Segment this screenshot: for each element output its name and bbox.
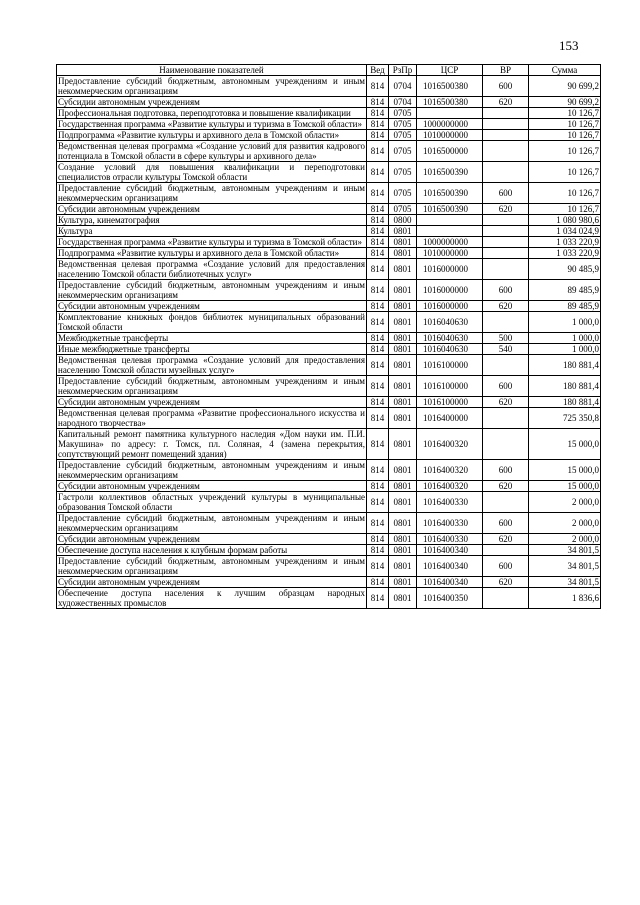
cell-vr (483, 588, 529, 609)
cell-sum: 2 000,0 (529, 513, 601, 534)
cell-csr: 1010000000 (417, 248, 483, 259)
cell-sum: 15 000,0 (529, 460, 601, 481)
cell-vr (483, 355, 529, 376)
cell-vr: 620 (483, 301, 529, 312)
cell-ved: 814 (367, 588, 389, 609)
cell-sum: 1 836,6 (529, 588, 601, 609)
cell-rzpr: 0801 (389, 312, 417, 333)
cell-sum: 1 000,0 (529, 312, 601, 333)
table-row (57, 534, 601, 545)
cell-rzpr: 0705 (389, 204, 417, 215)
cell-rzpr: 0801 (389, 545, 417, 556)
page-number: 153 (559, 38, 579, 53)
cell-sum: 10 126,7 (529, 119, 601, 130)
cell-name: Иные межбюджетные трансферты (57, 344, 367, 355)
cell-sum: 1 033 220,9 (529, 248, 601, 259)
table-row (57, 141, 601, 162)
cell-vr: 600 (483, 280, 529, 301)
cell-rzpr: 0704 (389, 76, 417, 97)
cell-vr: 620 (483, 577, 529, 588)
cell-ved: 814 (367, 76, 389, 97)
cell-name: Гастроли коллективов областных учреждений культуры в муниципальные образования Томской области (58, 492, 365, 512)
table-row (57, 577, 601, 588)
cell-sum: 10 126,7 (529, 130, 601, 141)
cell-csr (417, 215, 483, 226)
cell-rzpr: 0801 (389, 259, 417, 280)
cell-rzpr: 0705 (389, 119, 417, 130)
cell-sum: 15 000,0 (529, 481, 601, 492)
cell-sum: 10 126,7 (529, 183, 601, 204)
cell-ved: 814 (367, 429, 389, 460)
cell-rzpr: 0801 (389, 280, 417, 301)
cell-name: Предоставление субсидий бюджетным, автономным учреждениям и иным некоммерческим организациям (58, 280, 365, 300)
cell-name: Предоставление субсидий бюджетным, автономным учреждениям и иным некоммерческим организациям (58, 183, 365, 203)
cell-ved: 814 (367, 333, 389, 344)
cell-csr: 1016500000 (417, 141, 483, 162)
cell-csr: 1016400000 (417, 408, 483, 429)
cell-name: Предоставление субсидий бюджетным, автономным учреждениям и иным некоммерческим организациям (58, 556, 365, 576)
cell-rzpr: 0801 (389, 481, 417, 492)
cell-sum: 89 485,9 (529, 280, 601, 301)
cell-vr: 600 (483, 76, 529, 97)
table-row (57, 481, 601, 492)
cell-sum: 10 126,7 (529, 108, 601, 119)
table-row (57, 108, 601, 119)
cell-csr: 1016400330 (417, 513, 483, 534)
cell-rzpr: 0705 (389, 130, 417, 141)
cell-name: Капитальный ремонт памятника культурного наследия «Дом науки им. П.И. Макушина» по адресу: г. Томск, пл. Соляная, 4 (замена перекрытия, сопутствующий ремонт помещений здания) (58, 429, 365, 459)
cell-sum: 1 080 980,6 (529, 215, 601, 226)
cell-vr: 600 (483, 513, 529, 534)
cell-rzpr: 0801 (389, 577, 417, 588)
cell-vr (483, 259, 529, 280)
cell-vr (483, 119, 529, 130)
cell-vr: 620 (483, 534, 529, 545)
cell-vr (483, 248, 529, 259)
cell-ved: 814 (367, 355, 389, 376)
cell-sum: 1 034 024,9 (529, 226, 601, 237)
cell-csr: 1016000000 (417, 301, 483, 312)
cell-rzpr: 0801 (389, 513, 417, 534)
cell-rzpr: 0801 (389, 355, 417, 376)
header-vr: ВР (483, 65, 529, 76)
cell-sum: 34 801,5 (529, 545, 601, 556)
cell-name: Субсидии автономным учреждениям (57, 301, 367, 312)
cell-sum: 1 000,0 (529, 333, 601, 344)
cell-vr: 600 (483, 376, 529, 397)
cell-csr (417, 108, 483, 119)
cell-csr: 1016400340 (417, 556, 483, 577)
cell-rzpr: 0801 (389, 429, 417, 460)
table-row (57, 259, 601, 280)
cell-csr: 1016000000 (417, 259, 483, 280)
cell-name: Обеспечение доступа населения к лучшим образцам народных художественных промыслов (58, 588, 365, 608)
cell-name: Ведомственная целевая программа «Создание условий для развития кадрового потенциала в Томской области в сфере культуры и архивного дела» (58, 141, 365, 161)
cell-name: Субсидии автономным учреждениям (57, 204, 367, 215)
cell-csr: 1016000000 (417, 280, 483, 301)
table-row (57, 183, 601, 204)
table-row (57, 333, 601, 344)
cell-ved: 814 (367, 481, 389, 492)
cell-vr (483, 130, 529, 141)
cell-csr: 1016400340 (417, 577, 483, 588)
cell-ved: 814 (367, 513, 389, 534)
cell-csr: 1010000000 (417, 130, 483, 141)
cell-csr: 1016500390 (417, 183, 483, 204)
cell-name: Предоставление субсидий бюджетным, автономным учреждениям и иным некоммерческим организациям (58, 460, 365, 480)
cell-name: Ведомственная целевая программа «Развитие профессионального искусства и народного творчества» (58, 408, 365, 428)
cell-ved: 814 (367, 312, 389, 333)
cell-rzpr: 0801 (389, 226, 417, 237)
cell-name: Межбюджетные трансферты (57, 333, 367, 344)
table-row (57, 513, 601, 534)
cell-sum: 90 699,2 (529, 97, 601, 108)
cell-name: Субсидии автономным учреждениям (57, 481, 367, 492)
cell-vr: 540 (483, 344, 529, 355)
cell-vr (483, 237, 529, 248)
table-row (57, 280, 601, 301)
cell-vr (483, 162, 529, 183)
cell-vr (483, 492, 529, 513)
cell-csr: 1000000000 (417, 119, 483, 130)
cell-name: Ведомственная целевая программа «Создание условий для предоставления населению Томской области библиотечных услуг» (58, 259, 365, 279)
cell-rzpr: 0705 (389, 108, 417, 119)
cell-vr (483, 108, 529, 119)
cell-rzpr: 0801 (389, 237, 417, 248)
cell-rzpr: 0801 (389, 333, 417, 344)
cell-ved: 814 (367, 204, 389, 215)
cell-rzpr: 0801 (389, 588, 417, 609)
cell-rzpr: 0801 (389, 408, 417, 429)
table-row (57, 248, 601, 259)
cell-name: Комплектование книжных фондов библиотек муниципальных образований Томской области (58, 312, 365, 332)
cell-vr: 600 (483, 556, 529, 577)
cell-sum: 34 801,5 (529, 577, 601, 588)
cell-ved: 814 (367, 237, 389, 248)
table-header-row (57, 65, 601, 76)
cell-ved: 814 (367, 280, 389, 301)
cell-ved: 814 (367, 534, 389, 545)
cell-sum: 10 126,7 (529, 204, 601, 215)
cell-csr: 1016400350 (417, 588, 483, 609)
table-row (57, 119, 601, 130)
cell-sum: 180 881,4 (529, 376, 601, 397)
header-sum: Сумма (529, 65, 601, 76)
cell-sum: 89 485,9 (529, 301, 601, 312)
header-name: Наименование показателей (57, 65, 367, 76)
cell-ved: 814 (367, 344, 389, 355)
cell-name: Субсидии автономным учреждениям (57, 534, 367, 545)
cell-csr: 1016040630 (417, 312, 483, 333)
table-row (57, 204, 601, 215)
cell-ved: 814 (367, 130, 389, 141)
cell-vr: 600 (483, 183, 529, 204)
cell-vr (483, 226, 529, 237)
cell-sum: 2 000,0 (529, 492, 601, 513)
cell-csr: 1016500390 (417, 162, 483, 183)
cell-vr: 620 (483, 397, 529, 408)
cell-rzpr: 0801 (389, 344, 417, 355)
table-row (57, 429, 601, 460)
cell-rzpr: 0704 (389, 97, 417, 108)
table-row (57, 545, 601, 556)
cell-csr: 1016100000 (417, 376, 483, 397)
cell-sum: 10 126,7 (529, 141, 601, 162)
table-body (57, 76, 601, 609)
cell-vr (483, 312, 529, 333)
cell-csr: 1016400320 (417, 429, 483, 460)
cell-name: Государственная программа «Развитие культуры и туризма в Томской области» (57, 119, 367, 130)
cell-ved: 814 (367, 141, 389, 162)
cell-csr: 1016400340 (417, 545, 483, 556)
table-row (57, 588, 601, 609)
cell-csr: 1000000000 (417, 237, 483, 248)
cell-name: Государственная программа «Развитие культуры и туризма в Томской области» (57, 237, 367, 248)
cell-name: Предоставление субсидий бюджетным, автономным учреждениям и иным некоммерческим организациям (58, 376, 365, 396)
cell-sum: 725 350,8 (529, 408, 601, 429)
cell-ved: 814 (367, 545, 389, 556)
cell-csr: 1016400320 (417, 481, 483, 492)
table-row (57, 355, 601, 376)
table-row (57, 376, 601, 397)
table-row (57, 312, 601, 333)
cell-vr: 500 (483, 333, 529, 344)
cell-name: Субсидии автономным учреждениям (57, 577, 367, 588)
cell-name: Культура (57, 226, 367, 237)
cell-ved: 814 (367, 97, 389, 108)
cell-ved: 814 (367, 119, 389, 130)
cell-name: Культура, кинематография (57, 215, 367, 226)
table-row (57, 492, 601, 513)
cell-csr (417, 226, 483, 237)
table-row (57, 344, 601, 355)
cell-rzpr: 0801 (389, 460, 417, 481)
cell-ved: 814 (367, 301, 389, 312)
table-row (57, 397, 601, 408)
cell-rzpr: 0705 (389, 141, 417, 162)
cell-rzpr: 0801 (389, 301, 417, 312)
cell-csr: 1016400320 (417, 460, 483, 481)
cell-csr: 1016500390 (417, 204, 483, 215)
cell-vr: 620 (483, 204, 529, 215)
cell-name: Профессиональная подготовка, переподготовка и повышение квалификации (57, 108, 367, 119)
cell-rzpr: 0801 (389, 376, 417, 397)
cell-rzpr: 0801 (389, 556, 417, 577)
cell-ved: 814 (367, 162, 389, 183)
table-row (57, 226, 601, 237)
cell-csr: 1016100000 (417, 355, 483, 376)
cell-vr (483, 545, 529, 556)
cell-csr: 1016400330 (417, 492, 483, 513)
cell-sum: 15 000,0 (529, 429, 601, 460)
cell-vr: 620 (483, 481, 529, 492)
cell-name: Обеспечение доступа населения к клубным формам работы (57, 545, 367, 556)
cell-sum: 90 699,2 (529, 76, 601, 97)
table-row (57, 408, 601, 429)
header-ved: Вед (367, 65, 389, 76)
cell-name: Субсидии автономным учреждениям (57, 97, 367, 108)
cell-name: Создание условий для повышения квалификации и переподготовки специалистов отрасли культуры Томской области (58, 162, 365, 182)
cell-rzpr: 0801 (389, 248, 417, 259)
cell-name: Предоставление субсидий бюджетным, автономным учреждениям и иным некоммерческим организациям (58, 513, 365, 533)
cell-sum: 2 000,0 (529, 534, 601, 545)
cell-name: Подпрограмма «Развитие культуры и архивного дела в Томской области» (57, 130, 367, 141)
cell-ved: 814 (367, 460, 389, 481)
cell-sum: 10 126,7 (529, 162, 601, 183)
cell-vr (483, 215, 529, 226)
table-row (57, 130, 601, 141)
cell-rzpr: 0801 (389, 492, 417, 513)
cell-ved: 814 (367, 226, 389, 237)
cell-vr: 600 (483, 460, 529, 481)
cell-ved: 814 (367, 556, 389, 577)
cell-sum: 34 801,5 (529, 556, 601, 577)
cell-csr: 1016500380 (417, 97, 483, 108)
cell-vr: 620 (483, 97, 529, 108)
cell-name: Подпрограмма «Развитие культуры и архивного дела в Томской области» (57, 248, 367, 259)
cell-ved: 814 (367, 259, 389, 280)
cell-ved: 814 (367, 215, 389, 226)
cell-name: Субсидии автономным учреждениям (57, 397, 367, 408)
cell-csr: 1016500380 (417, 76, 483, 97)
cell-ved: 814 (367, 248, 389, 259)
cell-ved: 814 (367, 492, 389, 513)
cell-ved: 814 (367, 183, 389, 204)
table-row (57, 556, 601, 577)
cell-vr (483, 408, 529, 429)
table-row (57, 76, 601, 97)
header-rzpr: РзПр (389, 65, 417, 76)
header-csr: ЦСР (417, 65, 483, 76)
cell-ved: 814 (367, 397, 389, 408)
table-row (57, 237, 601, 248)
cell-sum: 90 485,9 (529, 259, 601, 280)
cell-sum: 180 881,4 (529, 397, 601, 408)
cell-vr (483, 141, 529, 162)
cell-csr: 1016400330 (417, 534, 483, 545)
cell-rzpr: 0801 (389, 397, 417, 408)
cell-name: Предоставление субсидий бюджетным, автономным учреждениям и иным некоммерческим организациям (58, 76, 365, 96)
cell-ved: 814 (367, 577, 389, 588)
cell-csr: 1016100000 (417, 397, 483, 408)
cell-name: Ведомственная целевая программа «Создание условий для предоставления населению Томской области музейных услуг» (58, 355, 365, 375)
cell-ved: 814 (367, 108, 389, 119)
table-row (57, 97, 601, 108)
cell-csr: 1016040630 (417, 333, 483, 344)
table-row (57, 301, 601, 312)
cell-rzpr: 0705 (389, 183, 417, 204)
cell-ved: 814 (367, 408, 389, 429)
table-row (57, 215, 601, 226)
cell-rzpr: 0705 (389, 162, 417, 183)
cell-rzpr: 0800 (389, 215, 417, 226)
cell-sum: 180 881,4 (529, 355, 601, 376)
cell-sum: 1 033 220,9 (529, 237, 601, 248)
table-row (57, 162, 601, 183)
cell-sum: 1 000,0 (529, 344, 601, 355)
table-row (57, 460, 601, 481)
cell-rzpr: 0801 (389, 534, 417, 545)
cell-csr: 1016040630 (417, 344, 483, 355)
cell-vr (483, 429, 529, 460)
budget-table (56, 64, 601, 609)
cell-ved: 814 (367, 376, 389, 397)
